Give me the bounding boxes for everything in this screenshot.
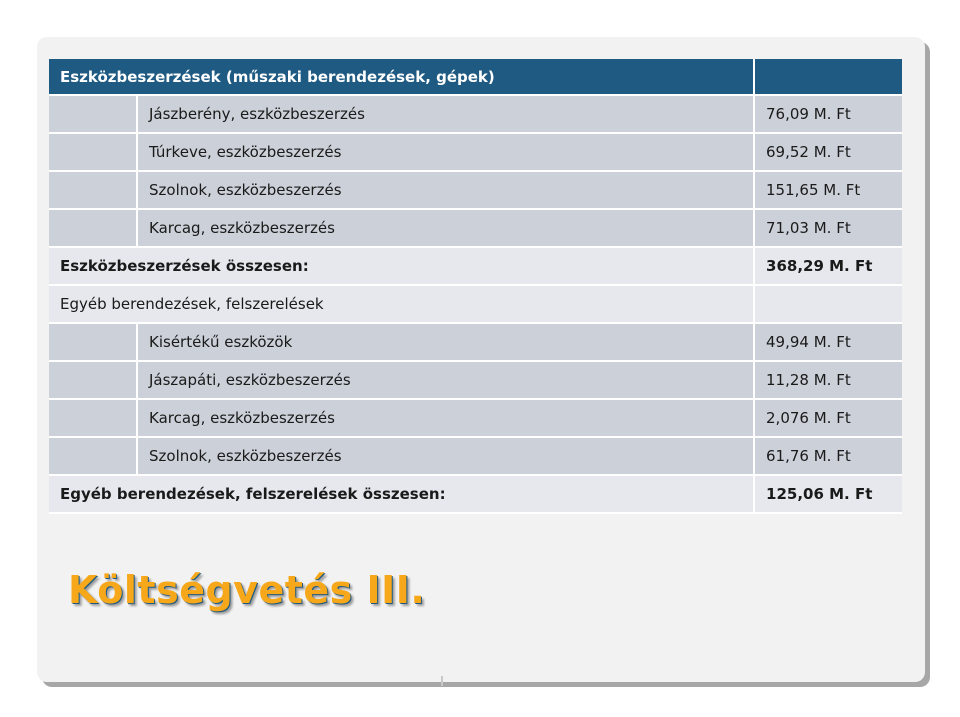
table-row [49,361,902,399]
row-value: 49,94 M. Ft [754,323,902,361]
table-row [49,209,902,247]
indent-cell [49,209,137,247]
row-label: Szolnok, eszközbeszerzés [137,437,754,475]
section-heading-row [49,285,902,323]
table-row [49,323,902,361]
table-row [49,171,902,209]
slide-tick-mark [441,676,443,686]
subtotal-row [49,247,902,285]
row-label: Karcag, eszközbeszerzés [137,399,754,437]
table-row [49,399,902,437]
table-row [49,437,902,475]
table-row [49,95,902,133]
row-value: 61,76 M. Ft [754,437,902,475]
table-header-value-cell [754,59,902,95]
table-header-row [49,59,902,95]
indent-cell [49,437,137,475]
table-row [49,133,902,171]
row-label: Túrkeve, eszközbeszerzés [137,133,754,171]
table-header-title: Eszközbeszerzések (műszaki berendezések, gépek) [49,59,754,95]
subtotal-value: 125,06 M. Ft [754,475,902,513]
row-value: 2,076 M. Ft [754,399,902,437]
row-label: Jászapáti, eszközbeszerzés [137,361,754,399]
indent-cell [49,133,137,171]
subtotal-value: 368,29 M. Ft [754,247,902,285]
subtotal-row [49,475,902,513]
slide-title: Költségvetés III. [68,568,426,612]
row-value: 151,65 M. Ft [754,171,902,209]
indent-cell [49,171,137,209]
indent-cell [49,95,137,133]
row-value: 76,09 M. Ft [754,95,902,133]
row-value: 69,52 M. Ft [754,133,902,171]
row-value: 71,03 M. Ft [754,209,902,247]
subtotal-label: Eszközbeszerzések összesen: [49,247,754,285]
budget-table [49,59,902,514]
section-heading-value-cell [754,285,902,323]
indent-cell [49,399,137,437]
section-heading: Egyéb berendezések, felszerelések [49,285,754,323]
indent-cell [49,323,137,361]
row-label: Szolnok, eszközbeszerzés [137,171,754,209]
row-label: Karcag, eszközbeszerzés [137,209,754,247]
indent-cell [49,361,137,399]
row-label: Kisértékű eszközök [137,323,754,361]
row-value: 11,28 M. Ft [754,361,902,399]
row-label: Jászberény, eszközbeszerzés [137,95,754,133]
subtotal-label: Egyéb berendezések, felszerelések összesen: [49,475,754,513]
